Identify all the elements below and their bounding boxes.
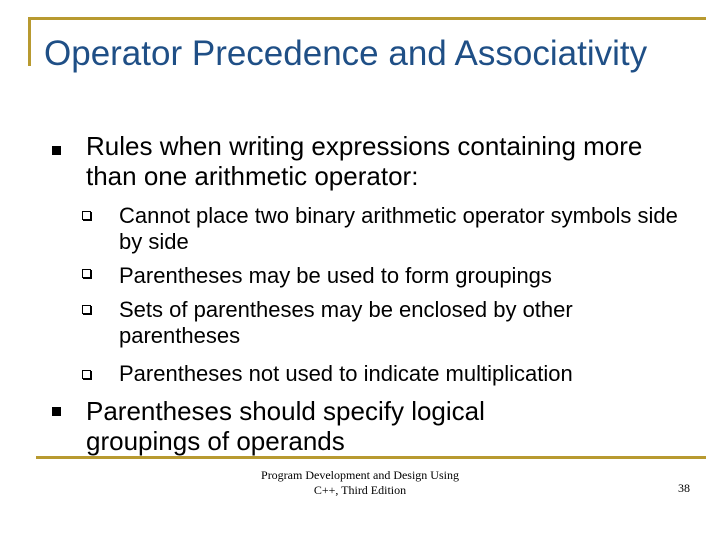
frame-left-rule	[28, 17, 31, 66]
sub-bullet-box-icon	[82, 211, 91, 220]
frame-top-rule	[28, 17, 706, 20]
footer-rule	[36, 456, 706, 459]
slide-title: Operator Precedence and Associativity	[44, 34, 648, 73]
sub-bullet-2-text: Parentheses may be used to form groupings	[119, 263, 552, 288]
sub-bullet-3-text: Sets of parentheses may be enclosed by other parentheses	[119, 297, 573, 348]
bullet-square-icon	[52, 146, 61, 155]
page-number: 38	[678, 481, 690, 495]
sub-bullet-box-icon	[82, 305, 91, 314]
bullet-2-text: Parentheses should specify logical groupings of operands	[86, 396, 485, 456]
sub-bullet-box-icon	[82, 269, 91, 278]
bullet-square-icon	[52, 407, 61, 416]
sub-bullet-box-icon	[82, 370, 91, 379]
sub-bullet-1-text: Cannot place two binary arithmetic operator symbols side by side	[119, 203, 678, 254]
sub-bullet-4-text: Parentheses not used to indicate multiplication	[119, 361, 573, 386]
bullet-1-text: Rules when writing expressions containing more than one arithmetic operator:	[86, 131, 643, 191]
footer-text: Program Development and Design Using C++, Third Edition	[261, 468, 459, 497]
